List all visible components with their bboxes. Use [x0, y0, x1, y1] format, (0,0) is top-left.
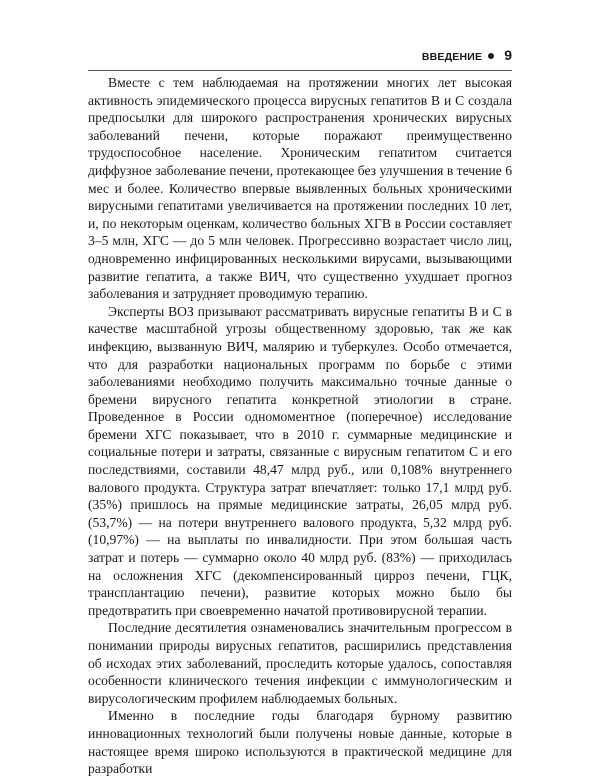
section-title: ВВЕДЕНИЕ [421, 51, 483, 63]
paragraph: Эксперты ВОЗ призывают рассматривать вирусные гепатиты В и С в качестве масштабной угрозы общественному здоровью, так же как инфекцию, вызванную ВИЧ, малярию и туберкулез. Особо отмечается, что для разработки национальных программ по борьбе с этими заболеваниями необходимо получить максимально точные данные о бремени вирусного гепатита конкретной этиологии в стране. Проведенное в России одномоментное (поперечное) исследование бремени ХГС показывает, что в 2010 г. суммарные медицинские и социальные потери и затраты, связанные с вирусным гепатитом С и его последствиями, составили 48,47 млрд руб., или 0,108% внутреннего валового продукта. Структура затрат впечатляет: только 17,1 млрд руб. (35%) пришлось на прямые медицинские затраты, 26,05 млрд руб. (53,7%) — на потери внутреннего валового продукта, 5,32 млрд руб. (10,97%) — на выплаты по инвалидности. При этом большая часть затрат и потерь — суммарно около 40 млрд руб. (83%) — приходилась на осложнения ХГС (декомпенсированный цирроз печени, ГЦК, трансплантацию печени), развитие которых можно было бы предотвратить при своевременно начатой противовирусной терапии. [88, 303, 512, 618]
body-text [88, 74, 512, 778]
paragraph: Именно в последние годы благодаря бурному развитию инновационных технологий были получены новые данные, которые в настоящее время широко используются в практической медицине для разработки [88, 708, 512, 777]
header-rule [88, 70, 512, 71]
bullet-icon [488, 53, 494, 59]
paragraph: Вместе с тем наблюдаемая на протяжении многих лет высокая активность эпидемического процесса вирусных гепатитов В и С создала предпосылки для широкого распространения хронических вирусных заболеваний печени, которые поражают преимущественно трудоспособное население. Хроническим гепатитом считается диффузное заболевание печени, протекающее без улучшения в течение 6 мес и более. Количество впервые выявленных больных хроническими вирусными гепатитами увеличивается на протяжении последних 10 лет, и, по некоторым оценкам, количество больных ХГВ в России составляет 3–5 млн, ХГС — до 5 млн человек. Прогрессивно возрастает число лиц, одновременно инфицированных несколькими вирусами, вызывающими развитие гепатита, а также ВИЧ, что существенно ухудшает прогноз заболевания и затрудняет проводимую терапию. [88, 75, 512, 302]
paragraph: Последние десятилетия ознаменовались значительным прогрессом в понимании природы вирусных гепатитов, расширились представления об исходах этих заболеваний, проследить которые удалось, сопоставляя особенности клинического течения инфекции с иммунологическим и вирусологическим профилем наблюдаемых больных. [88, 620, 512, 706]
page-number: 9 [504, 47, 512, 63]
running-head [422, 47, 512, 63]
